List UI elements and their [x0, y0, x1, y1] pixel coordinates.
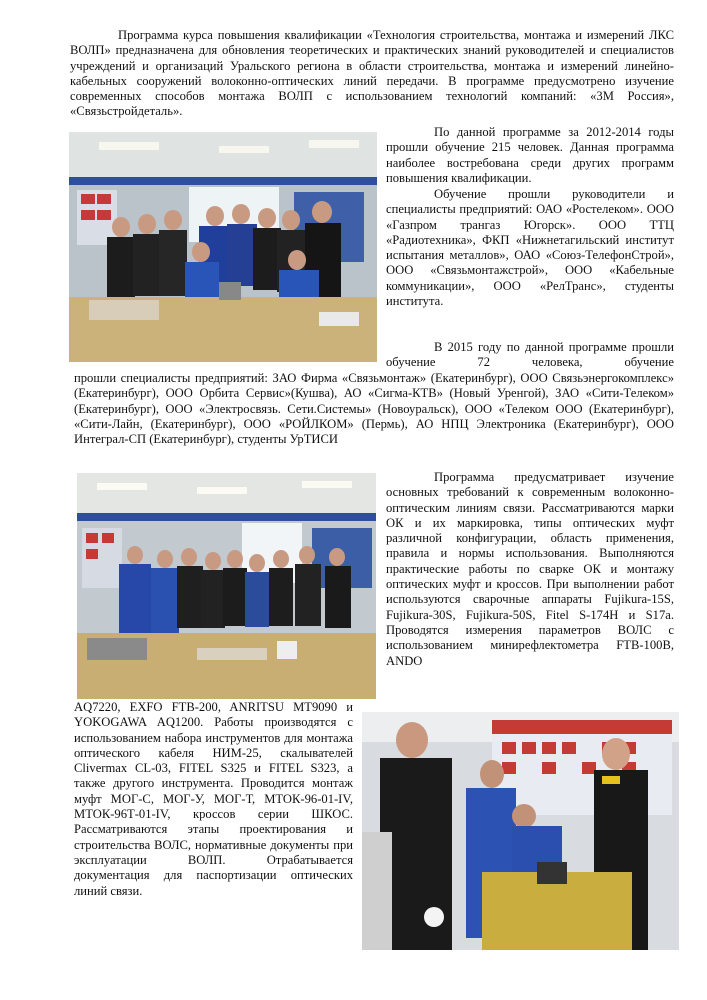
program-paragraph-continued: AQ7220, EXFO FTB-200, ANRITSU MT9090 и YOKOGAWA AQ1200. Работы производятся с использованием набора инструментов для монтажа оптического кабеля НИМ-25, скалывателей Clivermax CL-03, FITEL S325 и FITEL S323, а также другого инструмента. Проводится монтаж муфт МОГ-С, МОГ-У, МОГ-Т, МТОК-96-01-IV, МТОК-96Т-01-IV, кроссов серии ШКОС. Рассматриваются этапы проектирования и строительства ВОЛС, нормативные документы при эксплуатации ВОЛП. Отрабатывается документация для паспортизации оптических линий связи. — [74, 700, 353, 898]
program-paragraph-start: Программа предусматривает изучение основных требований к современным волоконно-оптическим линиям связи. Рассматриваются марки ОК и их маркировка, типы оптических муфт различной конфигурации, область применения, правила и нормы использования. Выполняются практические работы по сварке ОК и монтажу оптических муфт и кроссов. При выполнении работ используются сварочные аппараты Fujikura-15S, Fujikura-30S, Fujikura-50S, Fitel S-174H и S17a. Проводятся измерения параметров ВОЛС с использованием минирефлектометра FTB-100B, ANDO — [386, 470, 674, 668]
year-2015-paragraph-start: В 2015 году по данной программе прошли обучение 72 человека, обучение — [386, 340, 674, 370]
enterprises-paragraph: Обучение прошли руководители и специалисты предприятий: ОАО «Ростелеком». ООО «Газпром трангаз Югорск». ООО ТТЦ «Радиотехника», ФКП «Нижнетагильский институт испытания металлов», ОАО «Союз-ТелефонСтрой», ООО «Связьмонтажстрой», ООО «Кабельные коммуникации», ООО «РелТранс», студенты института. — [386, 187, 674, 309]
photo-instructor-trainees — [362, 712, 679, 950]
year-2015-paragraph-continued: прошли специалисты предприятий: ЗАО Фирма «Связьмонтаж» (Екатеринбург), ООО Связьэнергокомплекс» (Екатеринбург), ООО Орбита Сервис»(Кушва), АО «Сигма-КТВ» (Новый Уренгой), ЗАО «Сити-Телеком» (Екатеринбург), ООО «Электросвязь. Сети.Системы» (Новоуральск), ООО «Телеком ООО (Екатеринбург), «Сити-Лайн, (Екатеринбург), ООО «РОЙЛКОМ» (Пермь), АО НПЦ Электроника (Екатеринбург), ООО Интеграл-СП (Екатеринбург), студенты УрТИСИ — [74, 371, 674, 447]
intro-paragraph: Программа курса повышения квалификации «Технология строительства, монтажа и измерений ЛКС ВОЛП» предназначена для обновления теоретических и практических знаний руководителей и специалистов учреждений и организаций Уральского региона в области строительства, монтажа и измерений линейно-кабельных сооружений волоконно-оптических линий передачи. В программе предусмотрено изучение современных способов монтажа ВОЛП с использованием технологий компаний: «3М Россия», «Связьстройдеталь». — [70, 28, 674, 119]
stats-paragraph: По данной программе за 2012-2014 годы прошли обучение 215 человек. Данная программа наиболее востребована среди других программ повышения квалификации. — [386, 125, 674, 185]
photo-group-lab-2 — [77, 473, 376, 699]
photo-group-lab-1 — [69, 132, 377, 362]
